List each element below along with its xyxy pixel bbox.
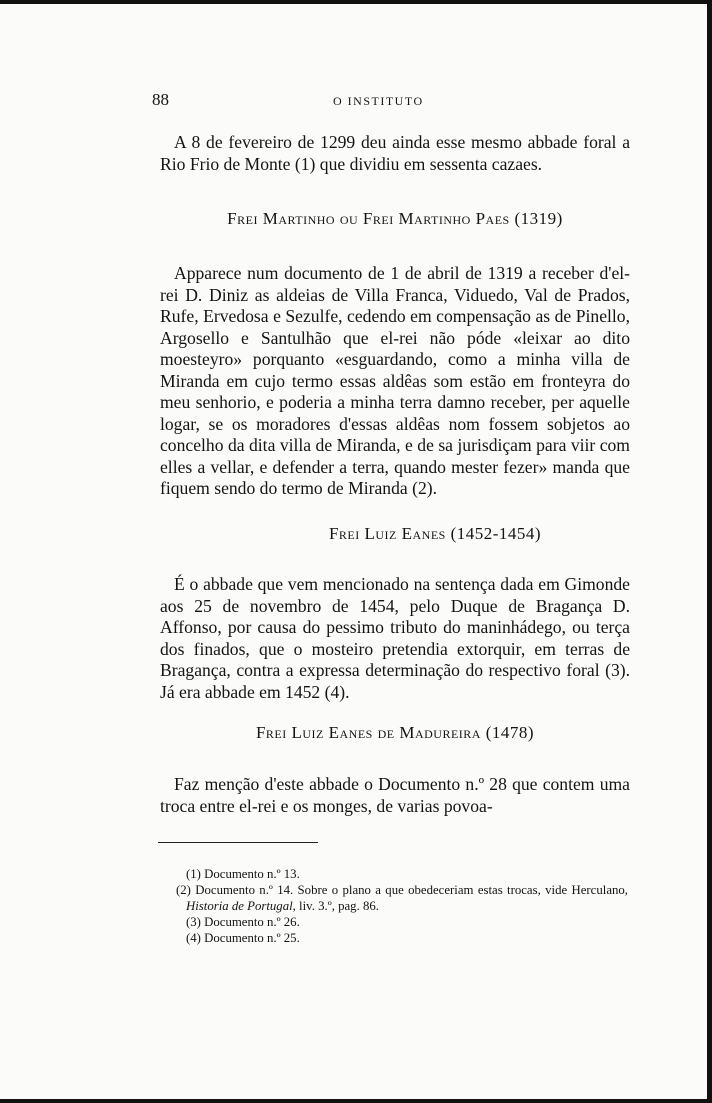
paragraph-text: A 8 de fevereiro de 1299 deu ainda esse mesmo abbade foral a Rio Frio de Monte (1) que dividiu em sessenta cazaes. [160, 132, 630, 174]
paragraph-madureira [160, 774, 630, 817]
footnote-2-title: Historia de Portugal, [186, 899, 296, 913]
paragraph-rio-frio [160, 132, 630, 175]
heading-frei-luiz-eanes: Frei Luiz Eanes (1452-1454) [328, 524, 542, 543]
paragraph-text: É o abbade que vem mencionado na sentença dada em Gimonde aos 25 de novembro de 1454, pelo Duque de Bragança D. Affonso, por causa do pessimo tributo do maninhádego, ou terça dos finados, que o mosteiro pretendia extorquir, em terras de Bragança, contra a expressa determinação do respectivo foral (3). Já era abbade em 1452 (4). [160, 574, 630, 702]
heading-frei-luiz-eanes-madureira: Frei Luiz Eanes de Madureira (1478) [255, 723, 535, 742]
paragraph-text: Faz menção d'este abbade o Documento n.º 28 que contem uma troca entre el-rei e os monges, de varias povoa- [160, 774, 630, 816]
footnote-1: (1) Documento n.º 13. [186, 867, 300, 881]
paragraph-frei-luiz-eanes [160, 574, 630, 703]
heading-frei-martinho: Frei Martinho ou Frei Martinho Paes (1319) [227, 209, 563, 228]
footnote-3: (3) Documento n.º 26. [186, 915, 300, 929]
footnote-2-ref: liv. 3.º, pag. 86. [299, 899, 379, 913]
page-number: 88 [152, 90, 169, 109]
running-title: O INSTITUTO [333, 94, 424, 108]
footnote-divider [158, 842, 318, 843]
running-head [152, 90, 628, 114]
footnote-2-text: (2) Documento n.º 14. Sobre o plano a que obedeceriam estas trocas, vide Herculano, [176, 883, 628, 897]
footnote-2 [176, 882, 628, 914]
paragraph-frei-martinho [160, 263, 630, 500]
footnote-4: (4) Documento n.º 25. [186, 931, 300, 945]
footnotes [176, 866, 636, 946]
paragraph-text: Apparece num documento de 1 de abril de 1319 a receber d'el-rei D. Diniz as aldeias de Villa Franca, Viduedo, Val de Prados, Rufe, Ervedosa e Sezulfe, cedendo em compensação as de Pinello, Argosello e Santulhão que el-rei não póde «leixar ao dito moesteyro» porquanto «esguardando, como a minha villa de Miranda em cujo termo essas aldêas som estão em fronteyra do meu senhorio, e poderia a minha terra damno receber, per aquelle logar, se os moradores d'essas aldêas nom fossem sobjetos ao concelho da dita villa de Miranda, e de sa jurisdiçam para viir com elles a vellar, e defender a terra, quando mester fezer» manda que fiquem sendo do termo de Miranda (2). [160, 263, 630, 498]
